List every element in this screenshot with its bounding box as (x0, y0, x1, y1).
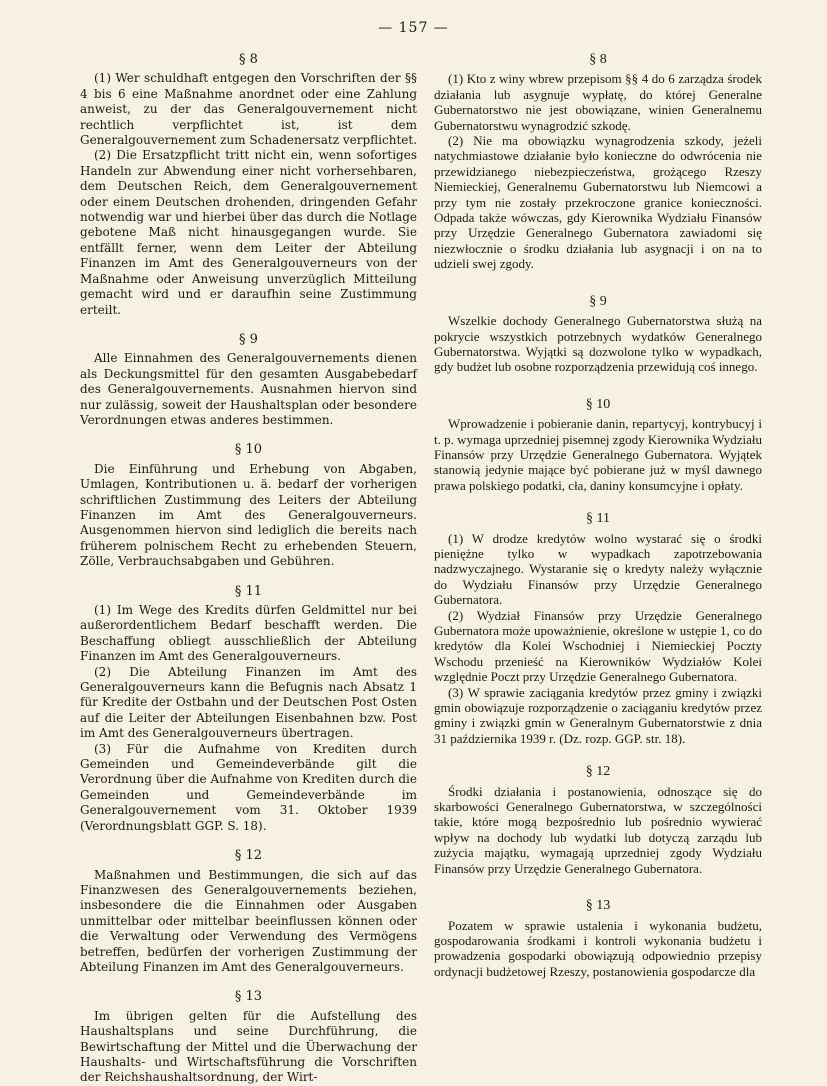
german-column (80, 52, 417, 1086)
section-title: § 10 (585, 396, 611, 412)
section-title: § 12 (585, 764, 611, 780)
paragraph: (2) Nie ma obowiązku wynagrodzenia szkody, jeżeli natychmiastowe działanie było konieczne do odwrócenia nie przewidzianego niebezpieczeństwa, grożącego Rzeszy Niemieckiej, Generalnemu Gubernatorstwu lub Niemcowi a przy tym nie zostały przekroczone granice konieczności. Odpada także wówczas, gdy Kierownika Wydziału Finansów przy Urzędzie Generalnego Gubernatora zawiadomi się niezwłocznie o środku działania lub asygnacji i on na to udzieli swej zgody. (434, 133, 762, 272)
paragraph: Die Einführung und Erhebung von Abgaben, Umlagen, Kontributionen u. ä. bedarf der vorherigen schriftlichen Zustimmung des Leiters der Abteilung Finanzen im Amt des Generalgouverneurs. Ausgenommen hiervon sind lediglich die bereits nach früherem polnischem Recht zu erhebenden Steuern, Zölle, Verbrauchsabgaben und Gebühren. (80, 461, 417, 569)
section-title: § 8 (589, 52, 607, 67)
section-13-pl (434, 898, 762, 979)
section-11-de (80, 584, 417, 835)
section-title: § 13 (234, 989, 263, 1005)
section-12-pl (434, 764, 762, 876)
section-11-pl (434, 511, 762, 746)
paragraph: (3) W sprawie zaciągania kredytów przez gminy i związki gmin obowiązuje rozporządzenie o zaciąganiu kredytów przez gminy i związki gmin w Generalnym Gubernatorstwie z dnia 31 października 1939 r. (Dz. rozp. GGP. str. 18). (434, 684, 762, 746)
paragraph: Maßnahmen und Bestimmungen, die sich auf das Finanzwesen des Generalgouvernements beziehen, insbesondere die die Einnahmen oder Ausgaben unmittelbar oder mittelbar beeinflussen können oder die Verwaltung oder Verwendung des Vermögens betreffen, bedürfen der vorherigen Zustimmung der Abteilung Finanzen im Amt des Generalgouverneurs. (80, 867, 417, 974)
section-title: § 8 (239, 52, 258, 67)
section-9-pl (434, 294, 762, 375)
section-title: § 10 (234, 442, 263, 458)
paragraph: Alle Einnahmen des Generalgouvernements dienen als Deckungsmittel für den gesamten Ausgabebedarf des Generalgouvernements. Ausnahmen hiervon sind nur zulässig, soweit der Haushaltsplan oder besondere Verordnungen etwas anderes bestimmen. (80, 351, 417, 427)
paragraph: (1) Wer schuldhaft entgegen den Vorschriften der §§ 4 bis 6 eine Maßnahme anordnet oder eine Zahlung anweist, zu der das Generalgouvernement nicht rechtlich verpflichtet ist, ist dem Generalgouvernement zum Schadenersatz verpflichtet. (80, 71, 418, 148)
section-title: § 9 (589, 293, 607, 309)
paragraph: Wprowadzenie i pobieranie danin, repartycyj, kontrybucyj i t. p. wymaga uprzedniej pisemnej zgody Kierownika Wydziału Finansów przy Urzędzie Generalnego Gubernatora. Wyjątek stanowią jedynie mające być pobierane już w myśl dawnego prawa polskiego podatki, cła, daniny konsumcyjne i opłaty. (434, 416, 762, 493)
section-8-pl (434, 52, 762, 272)
section-12-de (80, 848, 417, 975)
section-title: § 11 (234, 583, 263, 599)
section-title: § 13 (585, 898, 611, 914)
section-9-de (80, 332, 417, 428)
paragraph: Środki działania i postanowienia, odnoszące się do skarbowości Generalnego Gubernatorstwa, w szczególności takie, które mogą bezpośrednio lub pośrednio wywierać wpływ na dochody lub wydatki lub dotyczą zarządu lub zużycia majątku, wymagają uprzedniej zgody Wydziału Finansów przy Urzędzie Generalnego Gubernatora. (434, 783, 762, 876)
section-title: § 12 (234, 848, 263, 864)
paragraph: (2) Die Abteilung Finanzen im Amt des Generalgouverneurs kann die Befugnis nach Absatz 1 für Kredite der Ostbahn und der Deutschen Post Osten auf die Leiter der Abteilungen Eisenbahnen bzw. Post im Amt des Generalgouverneurs übertragen. (80, 664, 417, 741)
paragraph: (2) Wydział Finansów przy Urzędzie Generalnego Gubernatora może upoważnienie, określone w ustępie 1, co do kredytów dla Kolei Wschodniej i Niemieckiej Poczty Wschodu przenieść na Kierowników Wydziałów Kolei względnie Poczt przy Urzędzie Generalnego Gubernatora. (434, 607, 762, 685)
section-8-de (80, 52, 417, 318)
paragraph: (1) W drodze kredytów wolno wystarać się o środki pieniężne tylko w wypadkach zapotrzebowania nadzwyczajnego. Wystaranie się o kredyty należy wyłącznie do Wydziału Finansów przy Urzędzie Generalnego Gubernatora. (434, 530, 762, 608)
paragraph: (1) Im Wege des Kredits dürfen Geldmittel nur bei außerordentlichem Bedarf beschafft werden. Die Beschaffung obliegt ausschließlich der Abteilung Finanzen im Amt des Generalgouverneurs. (80, 603, 417, 664)
polish-column (434, 52, 762, 979)
page-number: — 157 — (378, 20, 449, 36)
section-10-pl (434, 397, 762, 493)
paragraph: (1) Kto z winy wbrew przepisom §§ 4 do 6 zarządza środek działania lub asygnuje wypłatę, do której Generalne Gubernatorstwo nie jest obowiązane, winien Generalnemu Gubernatorstwu wynagrodzić szkodę. (434, 71, 762, 133)
paragraph: Pozatem w sprawie ustalenia i wykonania budżetu, gospodarowania środkami i kontroli wykonania budżetu i prowadzenia gospodarki obowiązują odpowiednio przepisy ordynacji budżetowej Rzeszy, postanowienia gospodarcze dla (434, 917, 762, 979)
section-13-de (80, 989, 417, 1085)
paragraph: Im übrigen gelten für die Aufstellung des Haushaltsplans und seine Durchführung, die Bewirtschaftung der Mittel und die Überwachung der Haushalts- und Wirtschaftsführung die Vorschriften der Reichshaushaltsordnung, der Wirt- (80, 1008, 417, 1085)
paragraph: (3) Für die Aufnahme von Krediten durch Gemeinden und Gemeindeverbände gilt die Verordnung über die Aufnahme von Krediten durch die Gemeinden und Gemeindeverbände im Generalgouvernement vom 31. Oktober 1939 (Verordnungsblatt GGP. S. 18). (80, 741, 417, 833)
section-10-de (80, 442, 417, 569)
section-title: § 11 (586, 511, 610, 527)
paragraph: Wszelkie dochody Generalnego Gubernatorstwa służą na pokrycie wszystkich potrzebnych wydatków Generalnego Gubernatorstwa. Wyjątki są dozwolone tylko w wypadkach, gdy budżet lub osobne rozporządzenia przewidują coś innego. (434, 313, 762, 375)
paragraph: (2) Die Ersatzpflicht tritt nicht ein, wenn sofortiges Handeln zur Abwendung einer nicht vorhersehbaren, dem Deutschen Reich, dem Generalgouvernement oder einem Deutschen drohenden, dringenden Gefahr notwendig war und hierbei über das durch die Notlage gebotene Maß nicht hinausgegangen wurde. Sie entfällt ferner, wenn dem Leiter der Abteilung Finanzen im Amt des Generalgouverneurs von der Maßnahme oder Anweisung unverzüglich Mitteilung gemacht wird und er daraufhin seine Zustimmung erteilt. (80, 148, 417, 317)
section-title: § 9 (239, 331, 258, 347)
